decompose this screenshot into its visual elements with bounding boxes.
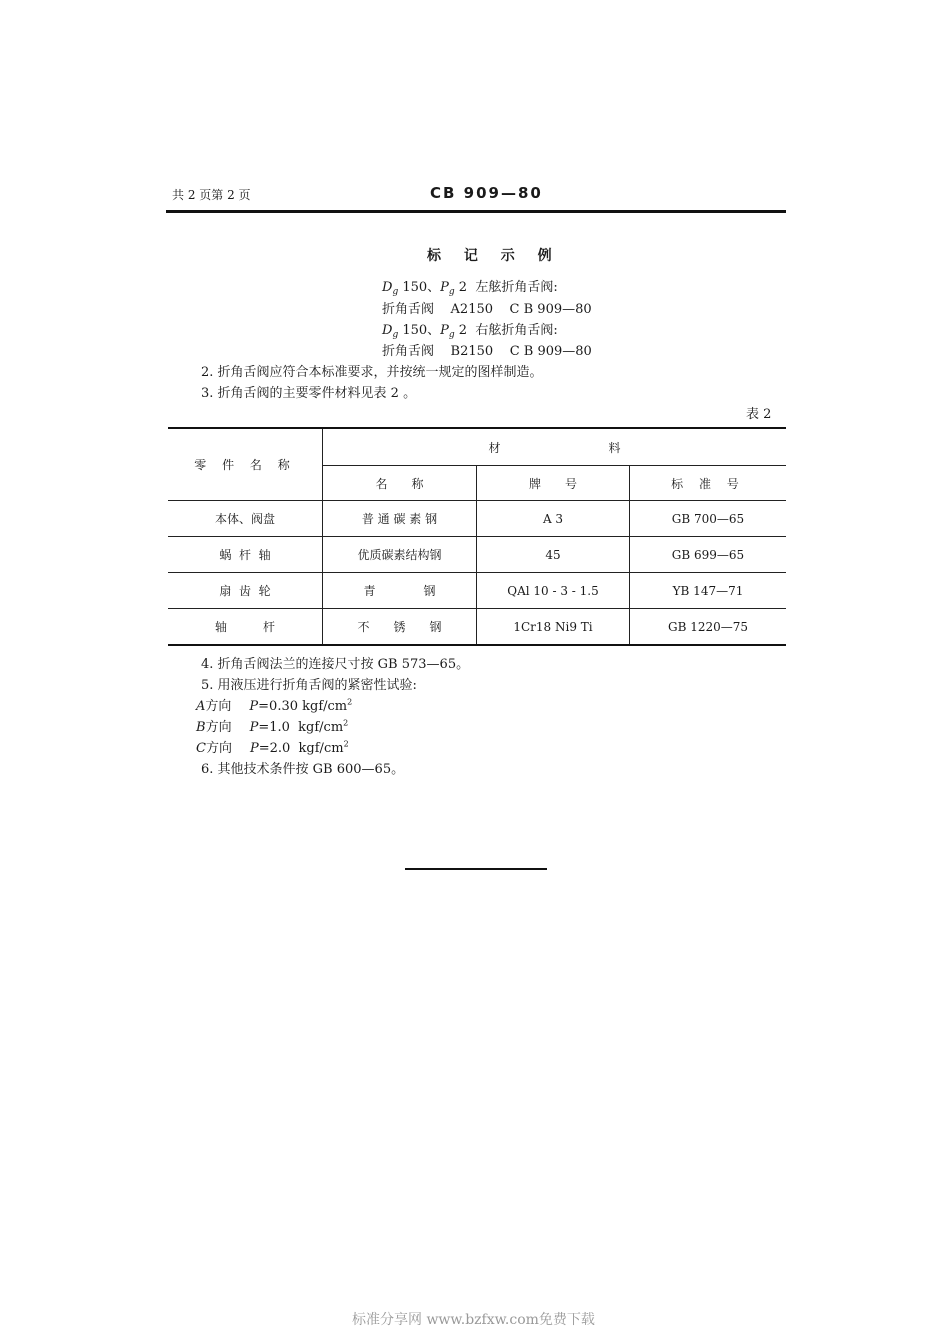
material-standard: YB 147—71 (630, 573, 787, 609)
material-name: 普 通 碳 素 钢 (323, 501, 477, 537)
example-line-2: 折角舌阀 A2150 C B 909—80 (382, 302, 592, 317)
exponent: 2 (343, 739, 349, 749)
item-5: 5. 用液压进行折角舌阀的紧密性试验: (201, 678, 417, 693)
section-title: 标 记 示 例 (427, 248, 561, 264)
material-standard: GB 700—65 (630, 501, 787, 537)
dg-value: 150、 (398, 280, 441, 295)
direction-letter: A (196, 699, 206, 714)
dg-value: 150、 (398, 323, 441, 338)
pg-symbol: P (440, 323, 449, 338)
pressure-value: =0.30 kgf/cm (258, 699, 348, 714)
subscript: g (448, 287, 455, 297)
watermark: 标准分享网 www.bzfxw.com免费下载 (352, 1312, 595, 1328)
direction-letter: B (196, 720, 206, 735)
material-grade: A 3 (477, 501, 630, 537)
header-rule (166, 210, 786, 213)
subscript: g (392, 287, 399, 297)
subheader-standard: 标 准 号 (630, 466, 787, 501)
dg-symbol: D (382, 323, 393, 338)
example-line-4: 折角舌阀 B2150 C B 909—80 (382, 344, 592, 359)
item-3: 3. 折角舌阀的主要零件材料见表 2 。 (201, 386, 417, 401)
item-2: 2. 折角舌阀应符合本标准要求，并按统一规定的图样制造。 (201, 365, 543, 380)
pressure-a (196, 695, 352, 714)
subscript: g (392, 330, 399, 340)
exponent: 2 (347, 697, 353, 707)
material-grade: QAl 10 - 3 - 1.5 (477, 573, 630, 609)
dg-symbol: D (382, 280, 393, 295)
material-standard: GB 699—65 (630, 537, 787, 573)
direction-letter: C (196, 741, 206, 756)
materials-table (168, 427, 786, 646)
material-name: 不 锈 钢 (323, 609, 477, 646)
pg-symbol: P (440, 280, 449, 295)
subheader-name: 名 称 (323, 466, 477, 501)
table-row (168, 537, 786, 573)
pressure-symbol: P (249, 741, 259, 756)
direction-label: 方向 (205, 699, 232, 714)
pressure-value: =2.0 kgf/cm (258, 741, 344, 756)
pressure-symbol: P (249, 699, 259, 714)
pressure-b (196, 716, 348, 735)
example-line-1 (382, 276, 558, 297)
pressure-c (196, 737, 349, 756)
material-grade: 1Cr18 Ni9 Ti (477, 609, 630, 646)
standard-code: CB 909—80 (430, 184, 543, 202)
subheader-grade: 牌 号 (477, 466, 630, 501)
pressure-symbol: P (249, 720, 259, 735)
header-material: 材 料 (323, 428, 787, 466)
part-name: 扇 齿 轮 (168, 573, 323, 609)
table-label: 表 2 (746, 407, 772, 422)
direction-label: 方向 (205, 720, 232, 735)
table-row (168, 573, 786, 609)
table-row (168, 609, 786, 646)
material-name: 青 钢 (323, 573, 477, 609)
part-name: 蜗 杆 轴 (168, 537, 323, 573)
direction-label: 方向 (205, 741, 232, 756)
end-rule (405, 868, 547, 870)
material-name: 优质碳素结构钢 (323, 537, 477, 573)
item-6: 6. 其他技术条件按 GB 600—65。 (201, 762, 405, 777)
page-info: 共 2 页第 2 页 (172, 188, 251, 202)
material-standard: GB 1220—75 (630, 609, 787, 646)
part-name: 轴 杆 (168, 609, 323, 646)
item-4: 4. 折角舌阀法兰的连接尺寸按 GB 573—65。 (201, 657, 470, 672)
pressure-value: =1.0 kgf/cm (258, 720, 344, 735)
example-line-3 (382, 319, 558, 340)
material-grade: 45 (477, 537, 630, 573)
pg-value: 2 左舷折角舌阀: (454, 280, 558, 295)
header-part-name: 零 件 名 称 (168, 428, 323, 501)
pg-value: 2 右舷折角舌阀: (454, 323, 558, 338)
subscript: g (448, 330, 455, 340)
part-name: 本体、阀盘 (168, 501, 323, 537)
table-row (168, 501, 786, 537)
exponent: 2 (343, 718, 349, 728)
